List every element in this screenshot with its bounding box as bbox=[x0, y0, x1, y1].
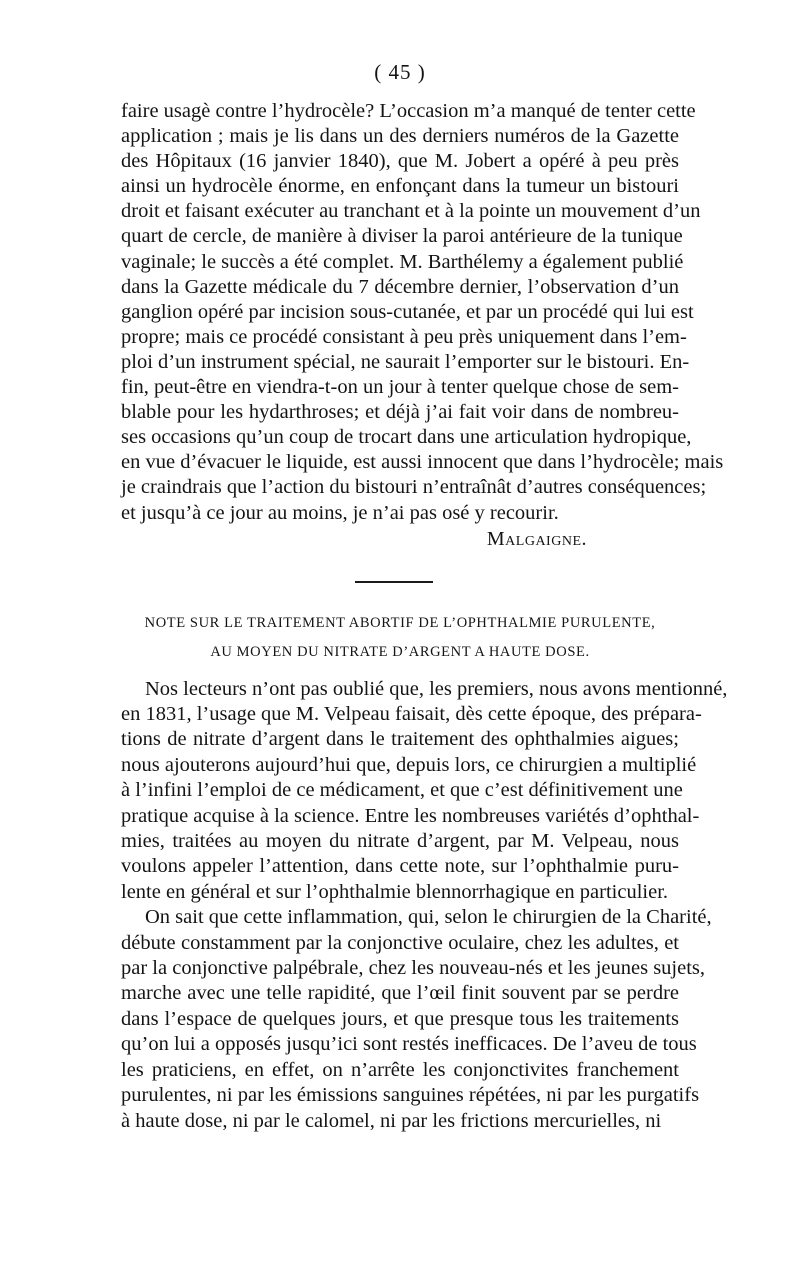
text-line: ploi d’un instrument spécial, ne saurait l’emporter sur le bistouri. En- bbox=[121, 350, 690, 373]
text-line: application ; mais je lis dans un des derniers numéros de la Gazette bbox=[121, 125, 679, 148]
text-line: On sait que cette inflammation, qui, selon le chirurgien de la Charité, bbox=[145, 906, 712, 929]
text-line: les praticiens, en effet, on n’arrête les conjonctivites franchement bbox=[121, 1058, 679, 1081]
article-title-line-2: AU MOYEN DU NITRATE D’ARGENT A HAUTE DOSE. bbox=[210, 643, 590, 660]
text-line: pratique acquise à la science. Entre les nombreuses variétés d’ophthal- bbox=[121, 804, 700, 827]
text-line: qu’on lui a opposés jusqu’ici sont restés inefficaces. De l’aveu de tous bbox=[121, 1033, 697, 1056]
text-line: ses occasions qu’un coup de trocart dans une articulation hydropique, bbox=[121, 426, 692, 449]
text-line: faire usagè contre l’hydrocèle? L’occasion m’a manqué de tenter cette bbox=[121, 100, 696, 122]
text-line: lente en général et sur l’ophthalmie blennorrhagique en particulier. bbox=[121, 880, 669, 903]
text-line: mies, traitées au moyen du nitrate d’argent, par M. Velpeau, nous bbox=[121, 830, 679, 853]
text-line: propre; mais ce procédé consistant à peu près uniquement dans l’em- bbox=[121, 325, 687, 348]
page-number: ( 45 ) bbox=[374, 60, 426, 84]
text-line: droit et faisant exécuter au tranchant et à la pointe un mouvement d’un bbox=[121, 200, 701, 223]
text-line: nous ajouterons aujourd’hui que, depuis lors, ce chirurgien a multiplié bbox=[121, 753, 697, 776]
article-body bbox=[121, 677, 728, 1134]
text-line: débute constamment par la conjonctive oculaire, chez les adultes, et bbox=[121, 931, 679, 954]
text-line: à l’infini l’emploi de ce médicament, et que c’est définitivement une bbox=[121, 779, 683, 802]
text-line: dans la Gazette médicale du 7 décembre dernier, l’observation d’un bbox=[121, 275, 679, 298]
text-line: je craindrais que l’action du bistouri n’entraînât d’autres conséquences; bbox=[121, 476, 707, 499]
text-line: en 1831, l’usage que M. Velpeau faisait, dès cette époque, des prépara- bbox=[121, 703, 702, 725]
text-line: marche avec une telle rapidité, que l’œil finit souvent par se perdre bbox=[121, 982, 679, 1005]
paragraph-1 bbox=[121, 677, 728, 906]
text-line: et jusqu’à ce jour au moins, je n’ai pas osé y recourir. bbox=[121, 501, 559, 524]
text-line: blable pour les hydarthroses; et déjà j’ai fait voir dans de nombreu- bbox=[121, 401, 679, 424]
text-line: purulentes, ni par les émissions sanguines répétées, ni par les purgatifs bbox=[121, 1084, 700, 1107]
text-line: tions de nitrate d’argent dans le traitement des ophthalmies aigues; bbox=[121, 728, 679, 751]
continued-paragraph bbox=[121, 99, 724, 526]
paragraph-2 bbox=[121, 905, 712, 1134]
text-line: dans l’espace de quelques jours, et que presque tous les traitements bbox=[121, 1007, 679, 1030]
text-line: fin, peut-être en viendra-t-on un jour à tenter quelque chose de sem- bbox=[121, 376, 679, 399]
text-line: par la conjonctive palpébrale, chez les nouveau-nés et les jeunes sujets, bbox=[121, 957, 706, 980]
section-divider bbox=[355, 581, 433, 583]
text-line: en vue d’évacuer le liquide, est aussi innocent que dans l’hydrocèle; mais bbox=[121, 451, 724, 474]
author-signature: Malgaigne. bbox=[486, 527, 587, 550]
text-line: des Hôpitaux (16 janvier 1840), que M. Jobert a opéré à peu près bbox=[121, 150, 679, 173]
text-line: vaginale; le succès a été complet. M. Barthélemy a également publié bbox=[121, 250, 684, 273]
text-line: ainsi un hydrocèle énorme, en enfonçant dans la tumeur un bistouri bbox=[121, 175, 679, 198]
text-line: ganglion opéré par incision sous-cutanée, et par un procédé qui lui est bbox=[121, 300, 694, 323]
text-line: à haute dose, ni par le calomel, ni par les frictions mercurielles, ni bbox=[121, 1109, 662, 1132]
article-title-line-1: NOTE SUR LE TRAITEMENT ABORTIF DE L’OPHTHALMIE PURULENTE, bbox=[144, 614, 656, 631]
text-line: quart de cercle, de manière à diviser la paroi antérieure de la tunique bbox=[121, 225, 683, 248]
text-line: Nos lecteurs n’ont pas oublié que, les premiers, nous avons mentionné, bbox=[145, 677, 728, 700]
text-line: voulons appeler l’attention, dans cette note, sur l’ophthalmie puru- bbox=[121, 855, 679, 878]
text-column bbox=[121, 99, 728, 1134]
